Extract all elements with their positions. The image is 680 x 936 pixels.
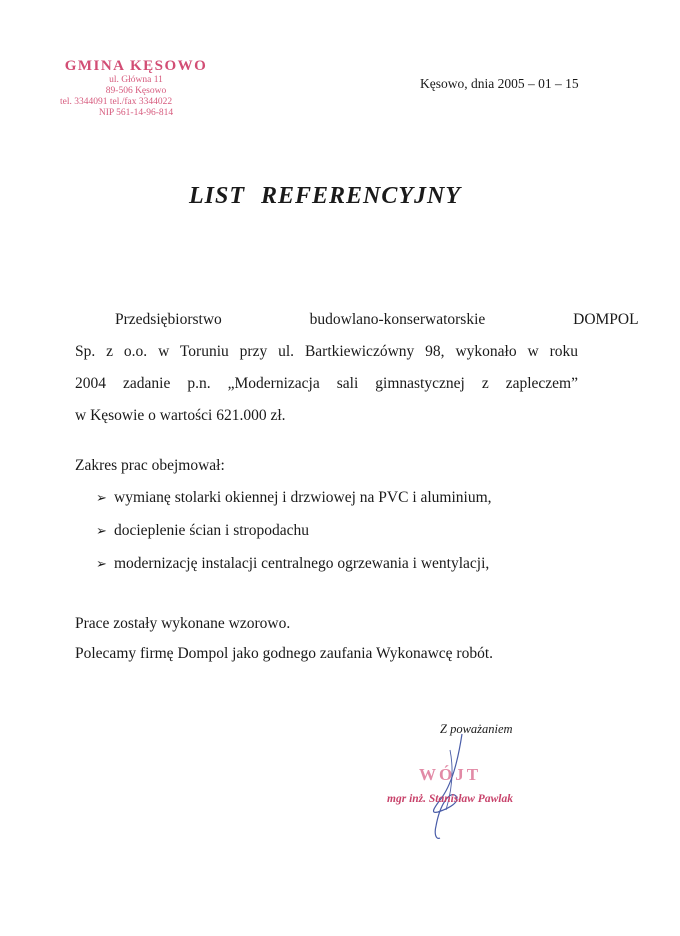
closing-text (75, 609, 493, 669)
scope-item-text: wymianę stolarki okiennej i drzwiowej na PVC i aluminium, (114, 489, 492, 506)
closing-line-2: Polecamy firmę Dompol jako godnego zaufania Wykonawcę robót. (75, 645, 494, 662)
stamp-nip: NIP 561-14-96-814 (98, 108, 174, 119)
stamp-phone: tel. 3344091 tel./fax 3344022 (60, 97, 173, 108)
arrow-bullet-icon: ➢ (96, 490, 107, 505)
body-line-2: Sp. z o.o. w Toruniu przy ul. Bartkiewiczówny 98, wykonało w roku (75, 343, 578, 360)
signature-stamp (370, 765, 530, 805)
stamp-street: ul. Główna 11 (109, 75, 163, 86)
scope-title: Zakres prac obejmował: (75, 457, 225, 474)
stamp-role: WÓJT (418, 765, 482, 784)
heading-word-list: LIST (188, 183, 245, 209)
scope-item-text: modernizację instalacji centralnego ogrzewania i wentylacji, (114, 555, 490, 572)
signatory-name: mgr inż. Stanisław Pawlak (387, 793, 513, 805)
scope-item-text: docieplenie ścian i stropodachu (114, 522, 309, 539)
scope-list (96, 484, 492, 583)
stamp-title: GMINA KĘSOWO (64, 58, 208, 74)
letter-date: Kęsowo, dnia 2005 – 01 – 15 (420, 76, 579, 91)
regards-text: Z poważaniem (440, 722, 513, 736)
body-line-1-text: Przedsiębiorstwo budowlano-konserwatorskie DOMPOL (115, 311, 639, 328)
list-item (96, 517, 492, 550)
body-line-4: w Kęsowie o wartości 621.000 zł. (75, 407, 286, 424)
list-item (96, 484, 492, 517)
stamp-postal: 89-506 Kęsowo (105, 86, 167, 97)
letter-heading (0, 183, 650, 210)
arrow-bullet-icon: ➢ (96, 556, 107, 571)
body-line-3: 2004 zadanie p.n. „Modernizacja sali gimnastycznej z zapleczem” (75, 375, 578, 392)
municipality-stamp (56, 58, 216, 119)
body-line-1 (75, 304, 639, 336)
arrow-bullet-icon: ➢ (96, 523, 107, 538)
closing-line-1: Prace zostały wykonane wzorowo. (75, 615, 291, 632)
list-item (96, 550, 492, 583)
body-paragraph (75, 304, 639, 432)
heading-word-referencyjny: REFERENCYJNY (260, 183, 462, 209)
